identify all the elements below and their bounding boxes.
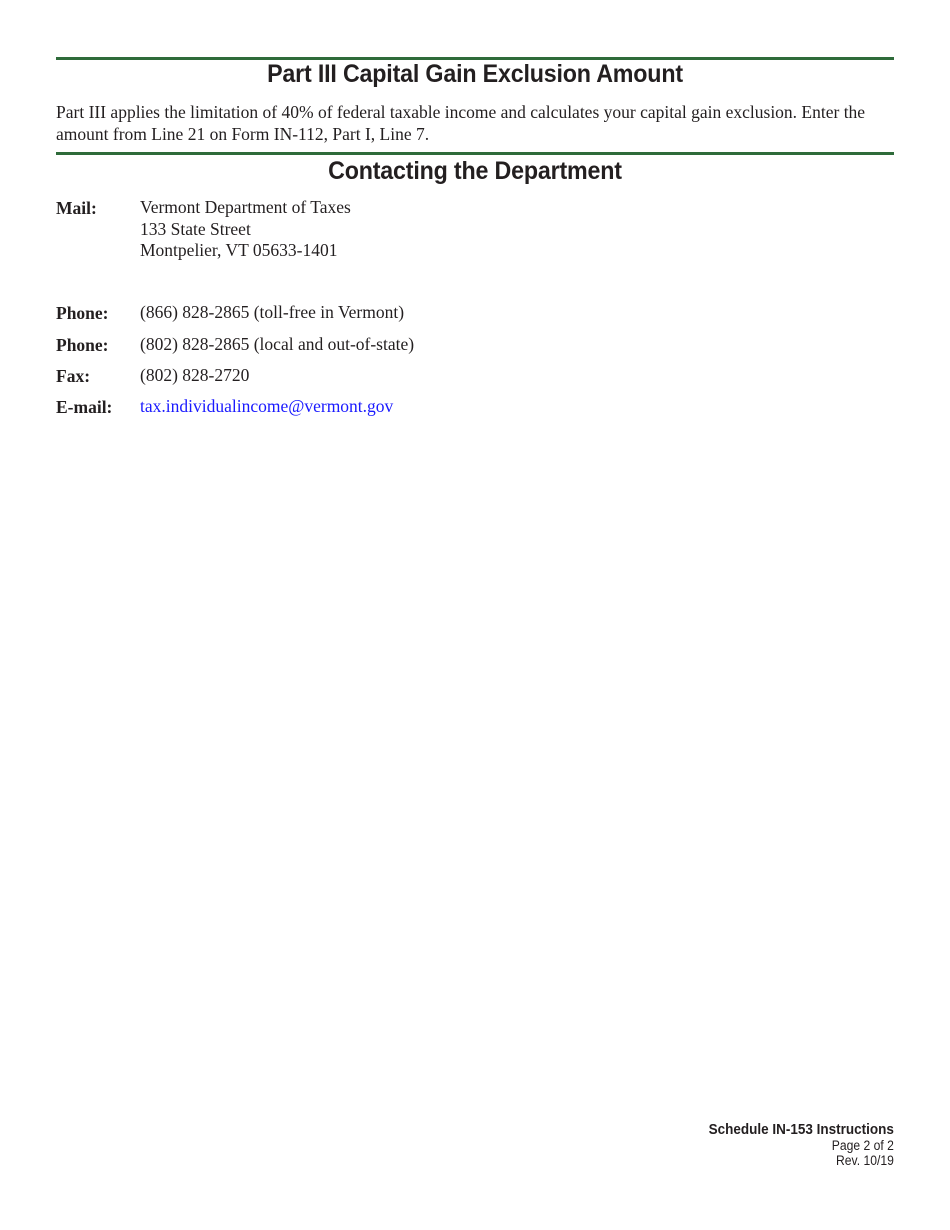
contact-divider-rule [56,152,894,155]
footer-revision: Rev. 10/19 [836,1153,894,1168]
part-3-body-text: Part III applies the limitation of 40% of federal taxable income and calculates your capital gain exclusion. Enter the amount from Line 21 on Form IN-112, Part I, Line 7. [56,102,866,144]
fax-label: Fax: [56,366,91,386]
contact-heading: Contacting the Department [328,157,622,185]
footer-page-number: Page 2 of 2 [831,1138,894,1153]
mail-label: Mail: [56,198,97,218]
email-value-wrapper [140,396,393,418]
mail-address [140,197,351,262]
email-link[interactable]: tax.individualincome@vermont.gov [140,396,394,416]
phone-local-value: (802) 828-2865 (local and out-of-state) [140,334,415,354]
phone-label: Phone: [56,335,109,355]
page-footer [688,1121,894,1168]
mail-address-line-2: 133 State Street [140,218,251,239]
phone-label: Phone: [56,303,109,323]
mail-address-line-3: Montpelier, VT 05633-1401 [140,240,338,260]
email-label: E-mail: [56,397,113,417]
part-3-heading: Part III Capital Gain Exclusion Amount [267,60,683,88]
fax-value: (802) 828-2720 [140,365,250,385]
phone-tollfree-value: (866) 828-2865 (toll-free in Vermont) [140,302,405,322]
mail-address-line-1: Vermont Department of Taxes [140,197,351,217]
footer-form-title: Schedule IN-153 Instructions [708,1121,894,1138]
